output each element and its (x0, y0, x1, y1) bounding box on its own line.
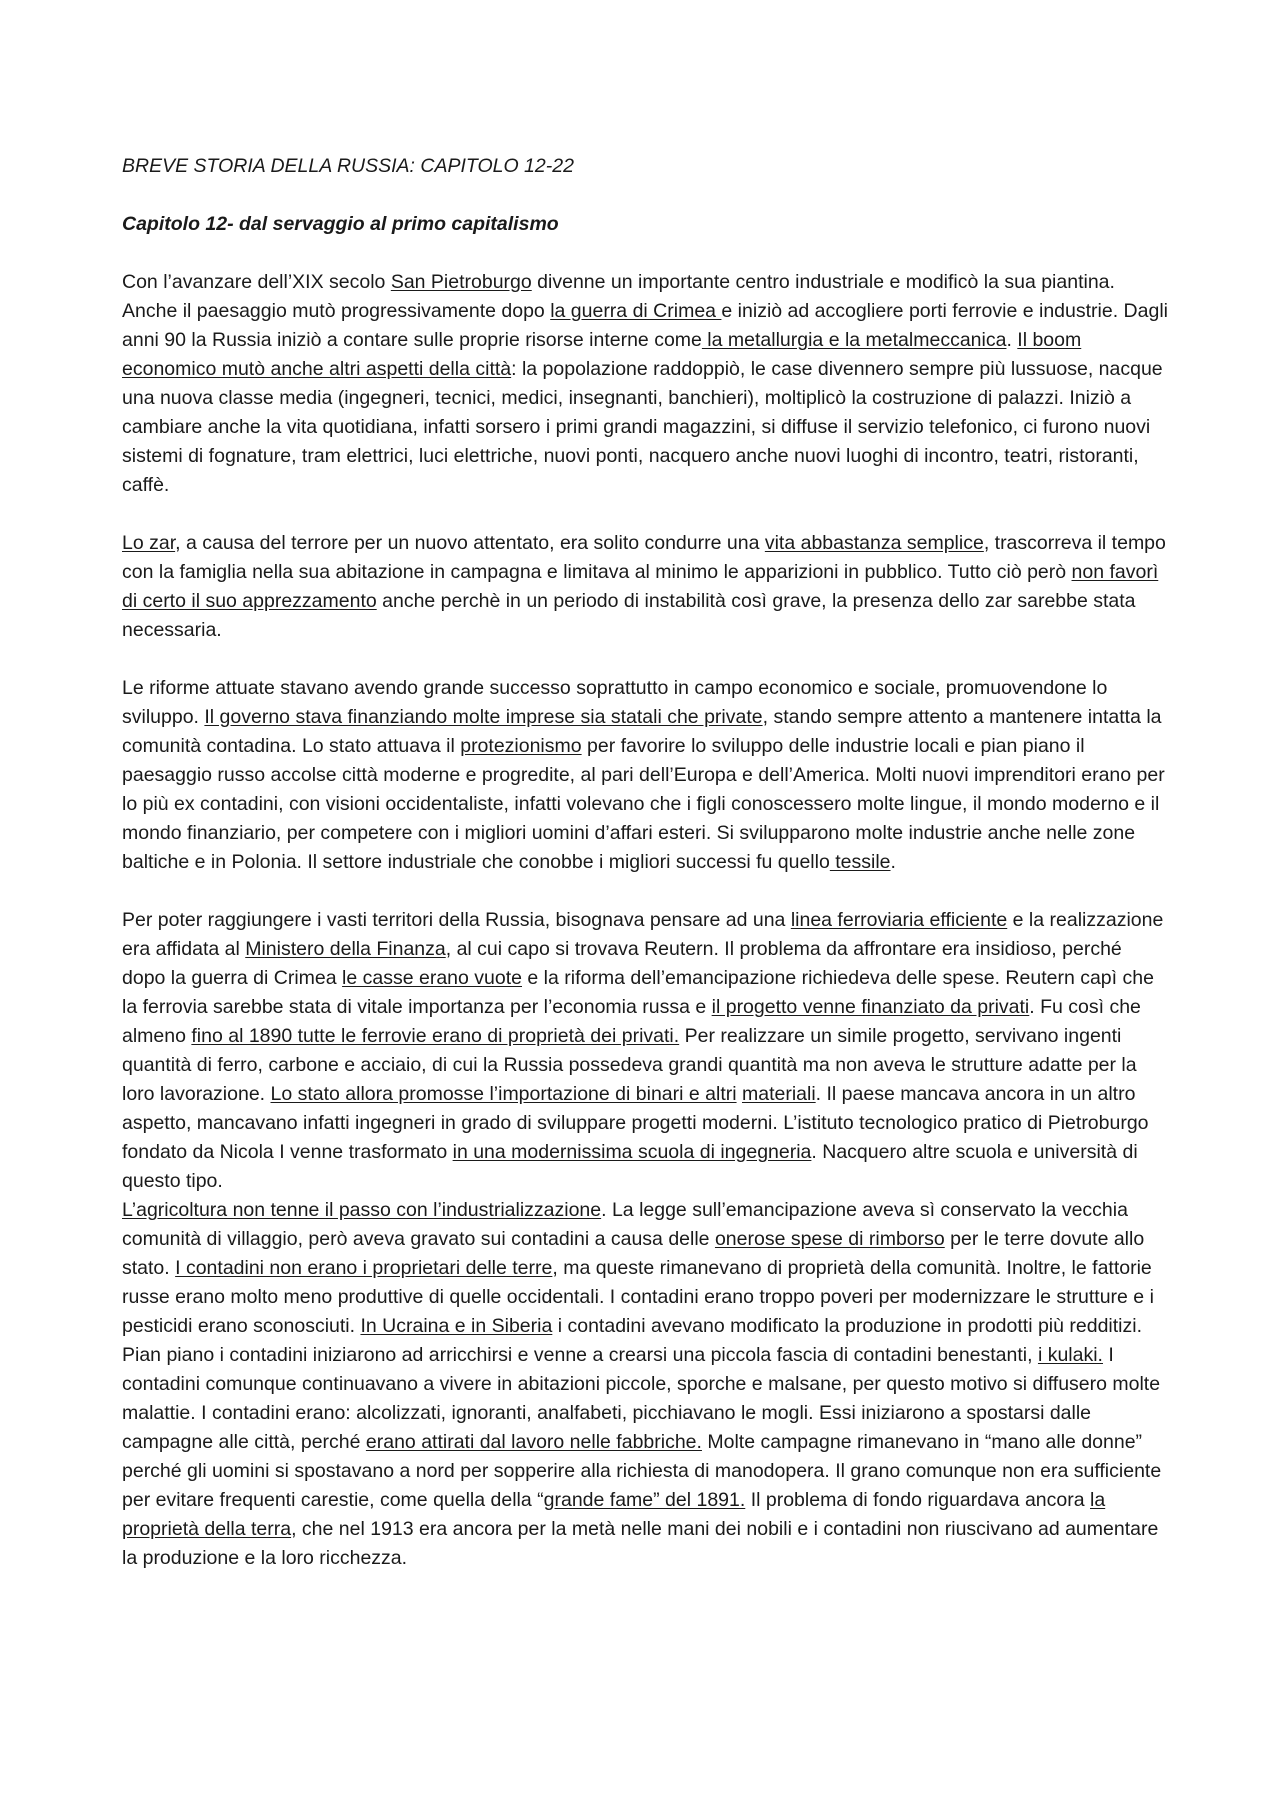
text-run: , trascorreva il tempo con la famiglia nella sua abitazione in campagna e limitava al minimo le apparizioni in pubblico. Tutto ciò però (122, 532, 1166, 583)
document-page (122, 152, 1168, 1602)
text-run: i contadini avevano modificato la produzione in prodotti più redditizi. Pian piano i contadini iniziarono ad arricchirsi e venne a crearsi una piccola fascia di contadini benestanti, (122, 1315, 1143, 1366)
text-run: Per poter raggiungere i vasti territori della Russia, bisognava pensare ad una (122, 909, 791, 931)
text-run: I contadini comunque continuavano a vivere in abitazioni piccole, sporche e malsane, per questo motivo si diffusero molte malattie. I contadini erano: alcolizzati, ignoranti, analfabeti, picchiavano le mogli. Essi iniziarono a spostarsi dalle campagne alle città, perché (122, 1344, 1161, 1453)
underlined-text: non favorì di certo il suo apprezzamento (122, 561, 1159, 612)
underlined-text: grande fame” del 1891. (543, 1489, 746, 1511)
text-run: , che nel 1913 era ancora per la metà nelle mani dei nobili e i contadini non riuscivano ad aumentare la produzione e la loro ricchezza. (122, 1518, 1159, 1569)
text-run: : la popolazione raddoppiò, le case divennero sempre più lussuose, nacque una nuova classe media (ingegneri, tecnici, medici, insegnanti, banchieri), moltiplicò la costruzione di palazzi. Iniziò a cambiare anche la vita quotidiana, infatti sorsero i primi grandi magazzini, si diffuse il servizio telefonico, ci furono nuovi sistemi di fognature, tram elettrici, luci elettriche, nuovi ponti, nacquero anche nuovi luoghi di incontro, teatri, ristoranti, caffè. (122, 358, 1163, 496)
text-run: . Fu così che almeno (122, 996, 1141, 1047)
underlined-text: protezionismo (460, 735, 582, 757)
paragraph-4 (122, 906, 1168, 1196)
text-run: divenne un importante centro industriale e modificò la sua piantina. Anche il paesaggio mutò progressivamente dopo (122, 271, 1115, 322)
underlined-text: L’agricoltura non tenne il passo con l’industrializzazione (122, 1199, 602, 1221)
paragraph-2 (122, 529, 1168, 645)
underlined-text: materiali (741, 1083, 816, 1105)
underlined-text: la metallurgia e la metalmeccanica (701, 329, 1007, 351)
text-run: per favorire lo sviluppo delle industrie locali e pian piano il paesaggio russo accolse città moderne e progredite, al pari dell’Europa e dell’America. Molti nuovi imprenditori erano per lo più ex contadini, con visioni occidentaliste, infatti volevano che i figli conoscessero molte lingue, il mondo moderno e il mondo finanziario, per competere con i migliori uomini d’affari esteri. Si svilupparono molte industrie anche nelle zone baltiche e in Polonia. Il settore industriale che conobbe i migliori successi fu quello (122, 735, 1165, 873)
paragraph-3 (122, 674, 1168, 877)
underlined-text: le casse erano vuote (342, 967, 522, 989)
document-title: BREVE STORIA DELLA RUSSIA: CAPITOLO 12-22 (122, 155, 574, 177)
underlined-text: tessile (829, 851, 891, 873)
text-run: Il problema di fondo riguardava ancora (745, 1489, 1090, 1511)
text-run: , ma queste rimanevano di proprietà della comunità. Inoltre, le fattorie russe erano molto meno produttive di quelle occidentali. I contadini erano troppo poveri per modernizzare le strutture e i pesticidi erano sconosciuti. (122, 1257, 1154, 1337)
underlined-text: la proprietà della terra (122, 1489, 1106, 1540)
text-run: , a causa del terrore per un nuovo attentato, era solito condurre una (175, 532, 765, 554)
underlined-text: Lo zar (122, 532, 176, 554)
text-run: Le riforme attuate stavano avendo grande successo soprattutto in campo economico e sociale, promuovendone lo sviluppo. (122, 677, 1108, 728)
text-run: . (1006, 329, 1018, 351)
underlined-text: vita abbastanza semplice (764, 532, 984, 554)
text-run: , al cui capo si trovava Reutern. Il problema da affrontare era insidioso, perché dopo la guerra di Crimea (122, 938, 1122, 989)
text-run: . La legge sull’emancipazione aveva sì conservato la vecchia comunità di villaggio, però aveva gravato sui contadini a causa delle (122, 1199, 1128, 1250)
text-run: Molte campagne rimanevano in “mano alle donne” perché gli uomini si spostavano a nord per sopperire alla richiesta di manodopera. Il grano comunque non era sufficiente per evitare frequenti carestie, come quella della “ (122, 1431, 1162, 1511)
underlined-text: Lo stato allora promosse l’importazione di binari e altri (270, 1083, 737, 1105)
paragraph-1 (122, 268, 1168, 500)
underlined-text: erano attirati dal lavoro nelle fabbriche. (365, 1431, 702, 1453)
underlined-text: Il governo stava finanziando molte imprese sia statali che private (204, 706, 763, 728)
text-run: anche perchè in un periodo di instabilità così grave, la presenza dello zar sarebbe stata necessaria. (122, 590, 1136, 641)
paragraph-5 (122, 1196, 1168, 1573)
text-run: . (890, 851, 896, 873)
underlined-text: i kulaki. (1037, 1344, 1103, 1366)
underlined-text: Il boom economico mutò anche altri aspetti della città (122, 329, 1082, 380)
text-run: . Nacquero altre scuola e università di questo tipo. (122, 1141, 1138, 1192)
underlined-text: Ministero della Finanza (245, 938, 446, 960)
text-run: . Il paese mancava ancora in un altro aspetto, mancavano infatti ingegneri in grado di sviluppare progetti moderni. L’istituto tecnologico pratico di Pietroburgo fondato da Nicola I venne trasformato (122, 1083, 1149, 1163)
underlined-text: il progetto venne finanziato da privati (711, 996, 1030, 1018)
underlined-text: I contadini non erano i proprietari delle terre (175, 1257, 553, 1279)
underlined-text: in una modernissima scuola di ingegneria (452, 1141, 812, 1163)
text-run: e iniziò ad accogliere porti ferrovie e industrie. Dagli anni 90 la Russia iniziò a contare sulle proprie risorse interne come (122, 300, 1168, 351)
underlined-text: onerose spese di rimborso (714, 1228, 945, 1250)
text-run: e la riforma dell’emancipazione richiedeva delle spese. Reutern capì che la ferrovia sarebbe stata di vitale importanza per l’economia russa e (122, 967, 1154, 1018)
text-run: Con l’avanzare dell’XIX secolo (122, 271, 391, 293)
chapter-title: Capitolo 12- dal servaggio al primo capitalismo (122, 213, 559, 235)
text-run: , stando sempre attento a mantenere intatta la comunità contadina. Lo stato attuava il (122, 706, 1162, 757)
underlined-text: fino al 1890 tutte le ferrovie erano di proprietà dei privati. (191, 1025, 680, 1047)
text-run: e la realizzazione era affidata al (122, 909, 1164, 960)
underlined-text: linea ferroviaria efficiente (790, 909, 1008, 931)
text-run: per le terre dovute allo stato. (122, 1228, 1145, 1279)
text-run: Per realizzare un simile progetto, servivano ingenti quantità di ferro, carbone e acciaio, di cui la Russia possedeva grandi quantità ma non aveva le strutture adatte per la loro lavorazione. (122, 1025, 1137, 1105)
underlined-text: San Pietroburgo (390, 271, 532, 293)
underlined-text: la guerra di Crimea (550, 300, 722, 322)
underlined-text: In Ucraina e in Siberia (360, 1315, 553, 1337)
